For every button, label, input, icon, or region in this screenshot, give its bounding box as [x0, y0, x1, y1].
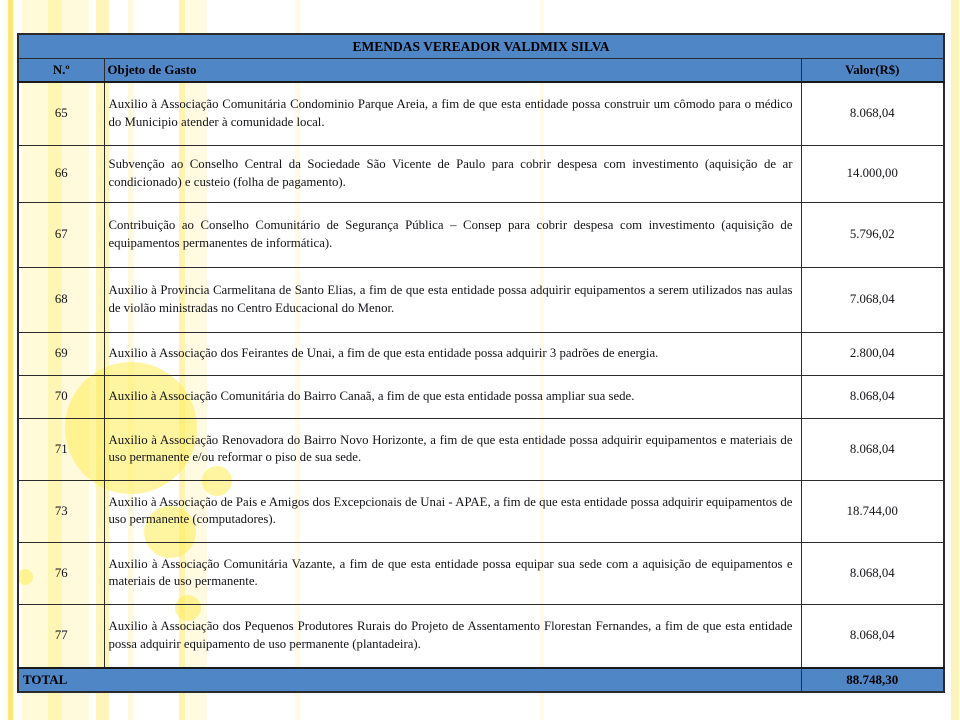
- table-row: [18, 267, 944, 332]
- row-valor: 8.068,04: [801, 542, 944, 604]
- row-number: 71: [18, 418, 104, 480]
- row-objeto: Auxilio à Associação de Pais e Amigos dos Excepcionais de Unai - APAE, a fim de que esta entidade possa adquirir equipamentos de uso permanente (computadores).: [104, 480, 801, 542]
- row-number: 73: [18, 480, 104, 542]
- background-stripe: [951, 0, 959, 720]
- row-valor: 5.796,02: [801, 202, 944, 267]
- table-row: [18, 542, 944, 604]
- row-number: 70: [18, 375, 104, 418]
- row-valor: 8.068,04: [801, 418, 944, 480]
- column-header-objeto: Objeto de Gasto: [104, 59, 801, 83]
- row-number: 68: [18, 267, 104, 332]
- total-value: 88.748,30: [801, 668, 944, 692]
- row-number: 66: [18, 145, 104, 202]
- table-row: [18, 480, 944, 542]
- row-valor: 18.744,00: [801, 480, 944, 542]
- row-valor: 8.068,04: [801, 375, 944, 418]
- table-row: [18, 332, 944, 375]
- row-number: 77: [18, 604, 104, 668]
- total-label: TOTAL: [18, 668, 801, 692]
- row-valor: 2.800,04: [801, 332, 944, 375]
- row-valor: 8.068,04: [801, 82, 944, 145]
- table-row: [18, 418, 944, 480]
- table-header-row: [18, 59, 944, 83]
- row-objeto: Contribuição ao Conselho Comunitário de Segurança Pública – Consep para cobrir despesa com investimento (aquisição de equipamentos permanentes de informática).: [104, 202, 801, 267]
- row-objeto: Auxilio à Associação Comunitária Condominio Parque Areia, a fim de que esta entidade possa construir um cômodo para o médico do Municipio atender à comunidade local.: [104, 82, 801, 145]
- row-valor: 8.068,04: [801, 604, 944, 668]
- row-valor: 14.000,00: [801, 145, 944, 202]
- page-title: EMENDAS VEREADOR VALDMIX SILVA: [18, 34, 944, 59]
- table-row: [18, 145, 944, 202]
- total-row: [18, 668, 944, 692]
- table-row: [18, 375, 944, 418]
- row-objeto: Auxilio à Associação Comunitária do Bairro Canaã, a fim de que esta entidade possa ampliar sua sede.: [104, 375, 801, 418]
- amendments-table: [17, 33, 945, 693]
- row-objeto: Subvenção ao Conselho Central da Sociedade São Vicente de Paulo para cobrir despesa com investimento (aquisição de ar condicionado) e custeio (folha de pagamento).: [104, 145, 801, 202]
- row-objeto: Auxilio à Associação Comunitária Vazante, a fim de que esta entidade possa equipar sua sede com a aquisição de equipamentos e materiais de uso permanente.: [104, 542, 801, 604]
- table-row: [18, 202, 944, 267]
- column-header-num: N.º: [18, 59, 104, 83]
- table-row: [18, 604, 944, 668]
- table-title-row: [18, 34, 944, 59]
- table-row: [18, 82, 944, 145]
- row-number: 69: [18, 332, 104, 375]
- row-number: 76: [18, 542, 104, 604]
- row-objeto: Auxilio à Associação dos Feirantes de Unai, a fim de que esta entidade possa adquirir 3 padrões de energia.: [104, 332, 801, 375]
- row-objeto: Auxilio à Provincia Carmelitana de Santo Elias, a fim de que esta entidade possa adquirir equipamentos a serem utilizados nas aulas de violão ministradas no Centro Educacional do Menor.: [104, 267, 801, 332]
- row-number: 67: [18, 202, 104, 267]
- row-objeto: Auxilio à Associação dos Pequenos Produtores Rurais do Projeto de Assentamento Florestan Fernandes, a fim de que esta entidade possa adquirir equipamento de uso permanente (plantadeira).: [104, 604, 801, 668]
- row-valor: 7.068,04: [801, 267, 944, 332]
- column-header-valor: Valor(R$): [801, 59, 944, 83]
- row-objeto: Auxilio à Associação Renovadora do Bairro Novo Horizonte, a fim de que esta entidade possa adquirir equipamentos e materiais de uso permanente e/ou reformar o piso de sua sede.: [104, 418, 801, 480]
- background-stripe: [8, 0, 13, 720]
- row-number: 65: [18, 82, 104, 145]
